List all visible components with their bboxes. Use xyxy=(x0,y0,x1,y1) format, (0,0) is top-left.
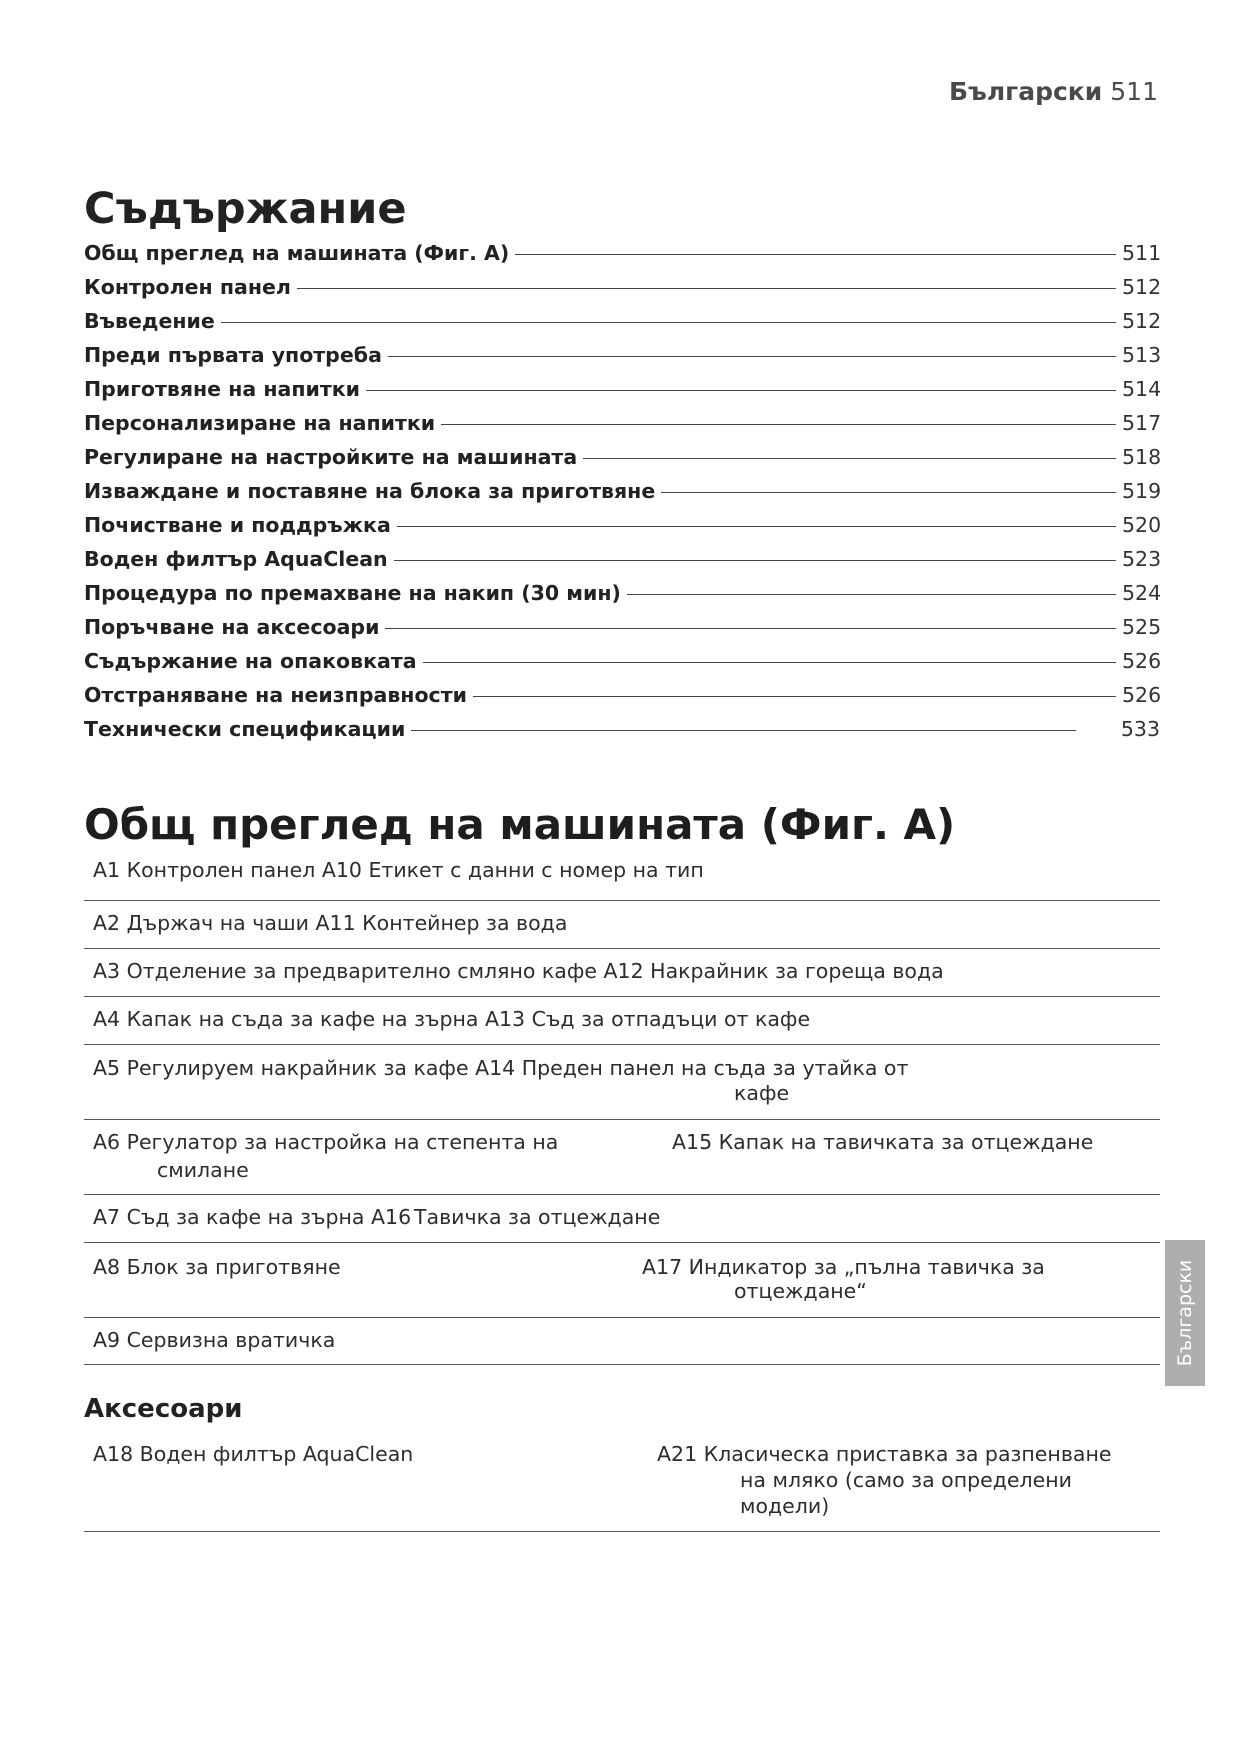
toc-title: Съдържание xyxy=(84,184,407,234)
toc-entry-page: 514 xyxy=(1122,377,1162,401)
overview-title: Общ преглед на машината (Фиг. A) xyxy=(84,800,956,849)
toc-entry[interactable] xyxy=(84,270,1160,304)
toc-entry[interactable] xyxy=(84,474,1160,508)
accessory-right: A21 Класическа приставка за разпенване xyxy=(657,1442,1112,1466)
toc-entry-label: Поръчване на аксесоари xyxy=(84,615,380,639)
toc-entry-page: 533 xyxy=(1120,717,1160,741)
toc-leader-line xyxy=(473,696,1116,697)
header-page-number: 511 xyxy=(1110,77,1158,106)
toc-leader-line xyxy=(441,424,1116,425)
toc-entry-label: Общ преглед на машината (Фиг. A) xyxy=(84,241,510,265)
part-text-continued: смилане xyxy=(157,1158,249,1182)
toc-entry[interactable] xyxy=(84,610,1160,644)
toc-leader-line xyxy=(221,322,1116,323)
toc-entry[interactable] xyxy=(84,372,1160,406)
part-text: A2 Държач на чаши A11 Контейнер за вода xyxy=(93,911,568,935)
accessory-right-continued: на мляко (само за определени xyxy=(740,1468,1072,1492)
toc-entry-page: 511 xyxy=(1122,241,1162,265)
accessory-right-continued: модели) xyxy=(740,1494,830,1518)
toc-entry-page: 517 xyxy=(1122,411,1162,435)
table-of-contents xyxy=(84,236,1160,746)
toc-entry-page: 519 xyxy=(1122,479,1162,503)
toc-entry[interactable] xyxy=(84,712,1160,746)
part-row xyxy=(84,949,1160,997)
toc-entry[interactable] xyxy=(84,338,1160,372)
side-tab-label: Български xyxy=(1174,1259,1196,1367)
toc-entry[interactable] xyxy=(84,236,1160,270)
toc-entry-page: 512 xyxy=(1122,309,1162,333)
toc-leader-line xyxy=(388,356,1116,357)
toc-entry-page: 518 xyxy=(1122,445,1162,469)
part-row xyxy=(84,854,1160,901)
toc-entry[interactable] xyxy=(84,678,1160,712)
toc-entry-label: Воден филтър AquaClean xyxy=(84,547,388,571)
toc-entry-label: Въведение xyxy=(84,309,215,333)
part-text: A9 Сервизна вратичка xyxy=(93,1328,336,1352)
toc-entry-label: Отстраняване на неизправности xyxy=(84,683,467,707)
toc-entry-label: Приготвяне на напитки xyxy=(84,377,361,401)
accessory-left: A18 Воден филтър AquaClean xyxy=(93,1442,414,1466)
part-row xyxy=(84,1195,1160,1243)
toc-entry-label: Регулиране на настройките на машината xyxy=(84,445,578,469)
part-text-right-continued: отцеждане“ xyxy=(734,1279,867,1303)
part-text: A7 Съд за кафе на зърна A16 xyxy=(93,1205,412,1229)
part-text: A5 Регулируем накрайник за кафе A14 Преден панел на съда за утайка от xyxy=(93,1056,909,1080)
toc-entry[interactable] xyxy=(84,542,1160,576)
toc-entry-label: Изваждане и поставяне на блока за приготвяне xyxy=(84,479,656,503)
toc-leader-line xyxy=(366,390,1116,391)
part-text-right: A15 Капак на тавичката за отцеждане xyxy=(672,1130,1094,1154)
toc-entry-page: 513 xyxy=(1122,343,1162,367)
toc-leader-line xyxy=(394,560,1116,561)
toc-entry-page: 526 xyxy=(1122,649,1162,673)
toc-entry-label: Почистване и поддръжка xyxy=(84,513,391,537)
toc-entry[interactable] xyxy=(84,508,1160,542)
part-text-continued: кафе xyxy=(734,1081,790,1105)
accessories-row xyxy=(84,1430,1160,1532)
toc-leader-line xyxy=(515,254,1116,255)
toc-entry-page: 525 xyxy=(1122,615,1162,639)
toc-entry-page: 523 xyxy=(1122,547,1162,571)
toc-entry[interactable] xyxy=(84,406,1160,440)
toc-leader-line xyxy=(423,662,1116,663)
toc-leader-line xyxy=(385,628,1116,629)
part-row xyxy=(84,997,1160,1045)
part-text: A4 Капак на съда за кафе на зърна A13 Съд за отпадъци от кафе xyxy=(93,1007,811,1031)
part-text-continued: Тавичка за отцеждане xyxy=(414,1205,661,1229)
part-text: A6 Регулатор за настройка на степента на xyxy=(93,1130,559,1154)
toc-entry[interactable] xyxy=(84,644,1160,678)
parts-list xyxy=(84,854,1160,1365)
toc-entry-label: Преди първата употреба xyxy=(84,343,382,367)
toc-leader-line xyxy=(397,526,1116,527)
toc-entry[interactable] xyxy=(84,440,1160,474)
part-row xyxy=(84,1120,1160,1195)
accessories-title: Аксесоари xyxy=(84,1394,243,1424)
toc-leader-line xyxy=(661,492,1116,493)
part-text: A8 Блок за приготвяне xyxy=(93,1255,341,1279)
toc-leader-line xyxy=(411,730,1076,731)
header-language: Български xyxy=(948,77,1103,106)
toc-entry-page: 520 xyxy=(1122,513,1162,537)
toc-entry-label: Персонализиране на напитки xyxy=(84,411,436,435)
part-row xyxy=(84,901,1160,949)
toc-entry-label: Технически спецификации xyxy=(84,717,406,741)
part-row xyxy=(84,1318,1160,1365)
toc-leader-line xyxy=(297,288,1116,289)
language-side-tab xyxy=(1165,1240,1205,1386)
part-text: A3 Отделение за предварително смляно кафе A12 Накрайник за гореща вода xyxy=(93,959,944,983)
part-text: A1 Контролен панел A10 Етикет с данни с номер на тип xyxy=(93,858,704,882)
toc-entry[interactable] xyxy=(84,304,1160,338)
toc-entry-page: 526 xyxy=(1122,683,1162,707)
running-header xyxy=(949,76,1158,108)
part-row xyxy=(84,1045,1160,1120)
toc-entry-page: 524 xyxy=(1122,581,1162,605)
toc-leader-line xyxy=(583,458,1116,459)
toc-entry-page: 512 xyxy=(1122,275,1162,299)
part-text-right: A17 Индикатор за „пълна тавичка за xyxy=(642,1255,1045,1279)
toc-entry[interactable] xyxy=(84,576,1160,610)
toc-entry-label: Съдържание на опаковката xyxy=(84,649,417,673)
part-row xyxy=(84,1243,1160,1318)
toc-entry-label: Контролен панел xyxy=(84,275,291,299)
toc-entry-label: Процедура по премахване на накип (30 мин) xyxy=(84,581,621,605)
toc-leader-line xyxy=(627,594,1116,595)
